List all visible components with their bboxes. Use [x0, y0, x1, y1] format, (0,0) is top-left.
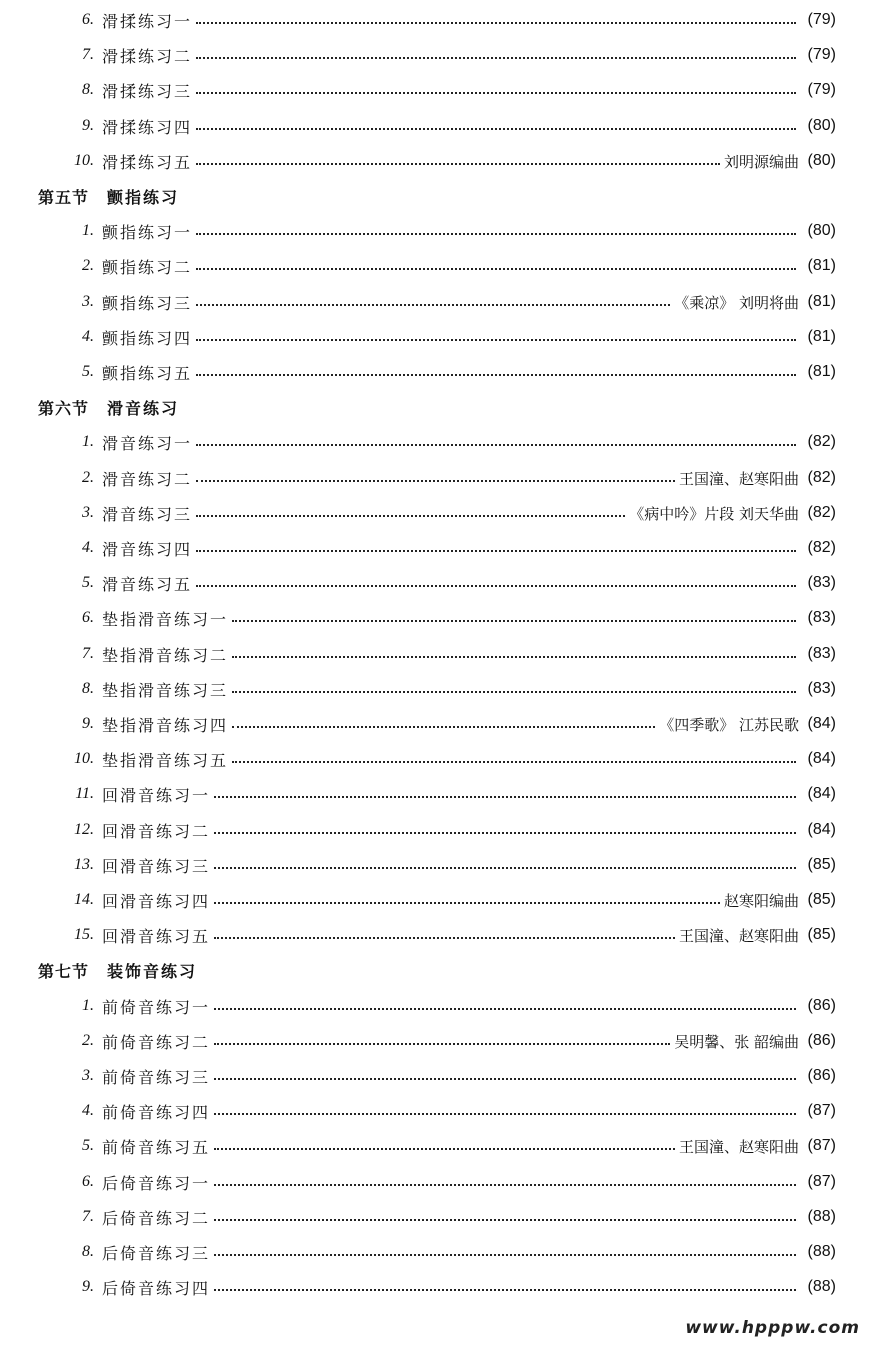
entry-number: 3. [82, 1067, 94, 1084]
entry-title: 垫指滑音练习四 [102, 715, 229, 735]
dot-leader [214, 1254, 796, 1256]
dot-leader [214, 1148, 675, 1150]
entry-credit: 刘明源编曲 [723, 152, 799, 171]
entry-title: 回滑音练习五 [102, 926, 211, 946]
entry-page-number: (87) [807, 1173, 836, 1190]
entry-credit: 《病中吟》片段 刘天华曲 [629, 504, 799, 523]
toc-entry [0, 1167, 888, 1197]
toc-entry [0, 744, 888, 774]
entry-title: 滑音练习二 [102, 469, 193, 489]
section-title: 颤指练习 [107, 187, 180, 207]
dot-leader [196, 92, 796, 94]
entry-body [102, 819, 836, 842]
toc-entry [0, 1061, 888, 1091]
entry-title: 前倚音练习四 [102, 1102, 211, 1122]
entry-number: 1. [82, 433, 94, 450]
entry-page-number: (80) [807, 117, 836, 134]
entry-title: 前倚音练习二 [102, 1032, 211, 1052]
entry-page-number: (82) [807, 469, 836, 486]
section-title: 装饰音练习 [107, 961, 198, 981]
entry-title: 垫指滑音练习二 [102, 645, 229, 665]
toc-entry [0, 885, 888, 915]
toc-entry [0, 322, 888, 352]
entry-body [102, 291, 836, 314]
entry-title: 后倚音练习一 [102, 1173, 211, 1193]
entry-page-number: (88) [807, 1278, 836, 1295]
dot-leader [196, 22, 796, 24]
toc-entry [0, 463, 888, 493]
entry-number: 4. [82, 1102, 94, 1119]
entry-title: 颤指练习三 [102, 293, 193, 313]
toc-entry [0, 357, 888, 387]
entry-body [102, 924, 836, 947]
entry-number: 8. [82, 81, 94, 98]
entry-body [102, 79, 836, 102]
dot-leader [232, 656, 796, 658]
entry-number: 3. [82, 504, 94, 521]
entry-page-number: (87) [807, 1102, 836, 1119]
section-label: 第七节 [38, 961, 90, 981]
dot-leader [214, 937, 675, 939]
entry-body [102, 1206, 836, 1229]
dot-leader [214, 1008, 796, 1010]
dot-leader [196, 233, 796, 235]
entry-title: 垫指滑音练习五 [102, 750, 229, 770]
toc-entry [0, 40, 888, 70]
entry-body [102, 502, 836, 525]
entry-title: 前倚音练习三 [102, 1067, 211, 1087]
entry-body [102, 255, 836, 278]
section-heading [38, 955, 197, 985]
entry-number: 5. [82, 1137, 94, 1154]
entry-credit: 赵寒阳编曲 [723, 891, 799, 910]
entry-title: 颤指练习二 [102, 257, 193, 277]
dot-leader [214, 1289, 796, 1291]
entry-title: 后倚音练习三 [102, 1243, 211, 1263]
entry-number: 8. [82, 680, 94, 697]
entry-page-number: (82) [807, 504, 836, 521]
dot-leader [196, 515, 625, 517]
entry-number: 11. [75, 785, 94, 802]
dot-leader [214, 867, 796, 869]
dot-leader [196, 444, 796, 446]
entry-page-number: (85) [807, 891, 836, 908]
entry-number: 1. [82, 222, 94, 239]
entry-credit: 《乘凉》 刘明将曲 [674, 293, 799, 312]
entry-number: 13. [74, 856, 94, 873]
dot-leader [196, 304, 670, 306]
entry-title: 后倚音练习二 [102, 1208, 211, 1228]
dot-leader [196, 585, 796, 587]
dot-leader [214, 1113, 796, 1115]
entry-title: 回滑音练习一 [102, 785, 211, 805]
toc-entry [0, 1202, 888, 1232]
entry-page-number: (83) [807, 645, 836, 662]
entry-page-number: (79) [807, 81, 836, 98]
toc-entry [0, 674, 888, 704]
entry-title: 垫指滑音练习三 [102, 680, 229, 700]
toc-entry [0, 991, 888, 1021]
toc-entry [0, 1096, 888, 1126]
entry-page-number: (83) [807, 609, 836, 626]
entry-title: 前倚音练习一 [102, 997, 211, 1017]
entry-page-number: (83) [807, 680, 836, 697]
entry-body [102, 678, 836, 701]
toc-entry [0, 5, 888, 35]
entry-body [102, 361, 836, 384]
entry-title: 滑揉练习一 [102, 11, 193, 31]
entry-body [102, 748, 836, 771]
dot-leader [196, 128, 796, 130]
dot-leader [196, 339, 796, 341]
toc-entry [0, 251, 888, 281]
entry-page-number: (79) [807, 11, 836, 28]
entry-title: 垫指滑音练习一 [102, 609, 229, 629]
toc-entry [0, 1272, 888, 1302]
entry-body [102, 1030, 836, 1053]
entry-body [102, 643, 836, 666]
entry-page-number: (80) [807, 222, 836, 239]
toc-entry [0, 427, 888, 457]
section-heading [38, 392, 179, 422]
entry-page-number: (86) [807, 1032, 836, 1049]
toc-entry [0, 75, 888, 105]
entry-body [102, 1135, 836, 1158]
dot-leader [196, 163, 720, 165]
entry-title: 滑揉练习二 [102, 46, 193, 66]
toc-entry [0, 850, 888, 880]
toc-entry [0, 498, 888, 528]
entry-number: 10. [74, 152, 94, 169]
entry-number: 2. [82, 1032, 94, 1049]
toc-entry [0, 1026, 888, 1056]
entry-page-number: (86) [807, 997, 836, 1014]
entry-page-number: (81) [807, 328, 836, 345]
entry-title: 回滑音练习二 [102, 821, 211, 841]
toc-entry [0, 287, 888, 317]
entry-number: 15. [74, 926, 94, 943]
toc-entry [0, 146, 888, 176]
entry-page-number: (84) [807, 821, 836, 838]
entry-title: 滑音练习四 [102, 539, 193, 559]
entry-number: 6. [82, 11, 94, 28]
entry-title: 回滑音练习三 [102, 856, 211, 876]
dot-leader [214, 902, 720, 904]
entry-number: 12. [74, 821, 94, 838]
entry-page-number: (83) [807, 574, 836, 591]
entry-page-number: (81) [807, 363, 836, 380]
entry-page-number: (80) [807, 152, 836, 169]
section-title: 滑音练习 [107, 398, 180, 418]
entry-body [102, 44, 836, 67]
entry-title: 后倚音练习四 [102, 1278, 211, 1298]
entry-page-number: (81) [807, 293, 836, 310]
entry-page-number: (84) [807, 715, 836, 732]
entry-title: 滑音练习五 [102, 574, 193, 594]
entry-title: 滑音练习三 [102, 504, 193, 524]
entry-number: 5. [82, 574, 94, 591]
toc-entry [0, 815, 888, 845]
entry-number: 1. [82, 997, 94, 1014]
entry-number: 2. [82, 257, 94, 274]
entry-page-number: (88) [807, 1208, 836, 1225]
entry-number: 14. [74, 891, 94, 908]
dot-leader [214, 832, 796, 834]
dot-leader [196, 268, 796, 270]
dot-leader [232, 620, 796, 622]
entry-body [102, 1171, 836, 1194]
dot-leader [214, 1219, 796, 1221]
section-heading [38, 181, 179, 211]
entry-title: 滑揉练习三 [102, 81, 193, 101]
entry-number: 3. [82, 293, 94, 310]
dot-leader [196, 57, 796, 59]
entry-body [102, 572, 836, 595]
entry-page-number: (84) [807, 750, 836, 767]
toc-entry [0, 533, 888, 563]
entry-title: 滑揉练习五 [102, 152, 193, 172]
dot-leader [196, 480, 675, 482]
entry-title: 颤指练习一 [102, 222, 193, 242]
dot-leader [232, 761, 796, 763]
entry-body [102, 9, 836, 32]
entry-credit: 《四季歌》 江苏民歌 [659, 715, 799, 734]
toc-entry [0, 568, 888, 598]
entry-body [102, 537, 836, 560]
entry-title: 颤指练习四 [102, 328, 193, 348]
entry-number: 6. [82, 609, 94, 626]
entry-body [102, 467, 836, 490]
section-label: 第五节 [38, 187, 90, 207]
entry-number: 6. [82, 1173, 94, 1190]
entry-body [102, 783, 836, 806]
toc-entry [0, 1237, 888, 1267]
entry-page-number: (87) [807, 1137, 836, 1154]
entry-title: 滑揉练习四 [102, 117, 193, 137]
entry-credit: 吴明馨、张 韶编曲 [674, 1032, 799, 1051]
entry-body [102, 1065, 836, 1088]
entry-body [102, 607, 836, 630]
dot-leader [232, 726, 655, 728]
entry-number: 2. [82, 469, 94, 486]
toc-entry [0, 111, 888, 141]
entry-page-number: (82) [807, 539, 836, 556]
dot-leader [214, 1184, 796, 1186]
entry-credit: 王国潼、赵寒阳曲 [678, 926, 799, 945]
entry-body [102, 1241, 836, 1264]
dot-leader [214, 1043, 670, 1045]
entry-credit: 王国潼、赵寒阳曲 [678, 469, 799, 488]
dot-leader [232, 691, 796, 693]
entry-title: 颤指练习五 [102, 363, 193, 383]
entry-credit: 王国潼、赵寒阳曲 [678, 1137, 799, 1156]
entry-page-number: (84) [807, 785, 836, 802]
entry-page-number: (81) [807, 257, 836, 274]
dot-leader [214, 1078, 796, 1080]
toc-entry [0, 639, 888, 669]
entry-body [102, 889, 836, 912]
entry-body [102, 220, 836, 243]
entry-number: 8. [82, 1243, 94, 1260]
entry-body [102, 150, 836, 173]
entry-page-number: (82) [807, 433, 836, 450]
entry-page-number: (86) [807, 1067, 836, 1084]
entry-number: 4. [82, 539, 94, 556]
entry-number: 9. [82, 715, 94, 732]
entry-body [102, 854, 836, 877]
dot-leader [196, 550, 796, 552]
toc-entry [0, 920, 888, 950]
toc-entry [0, 1131, 888, 1161]
entry-body [102, 431, 836, 454]
section-label: 第六节 [38, 398, 90, 418]
entry-body [102, 115, 836, 138]
entry-number: 5. [82, 363, 94, 380]
entry-number: 4. [82, 328, 94, 345]
entry-number: 7. [82, 46, 94, 63]
entry-body [102, 713, 836, 736]
entry-body [102, 1100, 836, 1123]
dot-leader [214, 796, 796, 798]
toc-entry [0, 779, 888, 809]
entry-page-number: (85) [807, 926, 836, 943]
entry-title: 前倚音练习五 [102, 1137, 211, 1157]
entry-body [102, 995, 836, 1018]
watermark: www.hpppw.com [685, 1318, 860, 1338]
toc-entry [0, 216, 888, 246]
toc-entry [0, 709, 888, 739]
entry-body [102, 326, 836, 349]
entry-page-number: (79) [807, 46, 836, 63]
entry-number: 10. [74, 750, 94, 767]
entry-number: 9. [82, 1278, 94, 1295]
entry-number: 7. [82, 1208, 94, 1225]
entry-number: 9. [82, 117, 94, 134]
entry-number: 7. [82, 645, 94, 662]
entry-title: 滑音练习一 [102, 433, 193, 453]
entry-page-number: (85) [807, 856, 836, 873]
toc-entry [0, 603, 888, 633]
dot-leader [196, 374, 796, 376]
entry-page-number: (88) [807, 1243, 836, 1260]
entry-body [102, 1276, 836, 1299]
entry-title: 回滑音练习四 [102, 891, 211, 911]
